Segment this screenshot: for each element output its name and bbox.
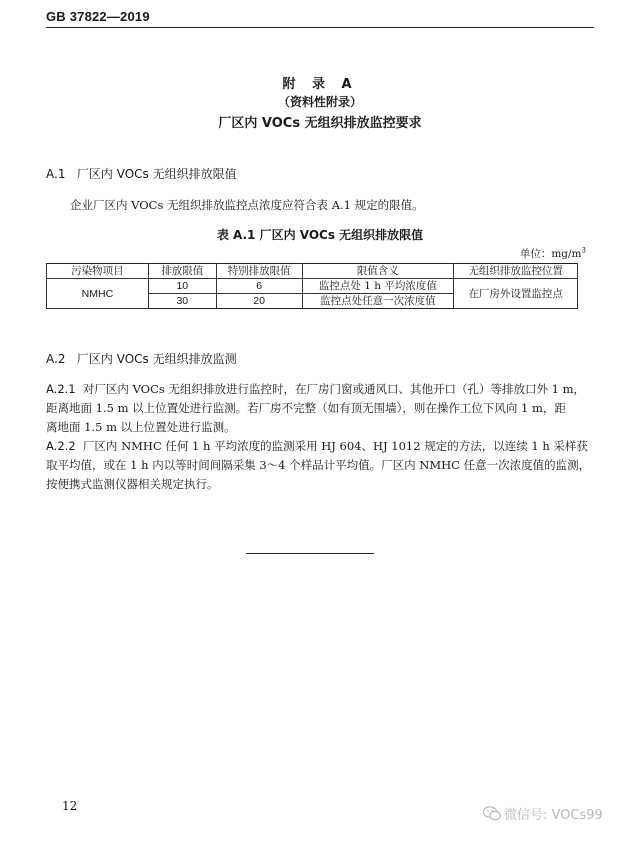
clause-a22-line — [46, 437, 594, 456]
table-a1-title: 表 A.1 厂区内 VOCs 无组织排放限值 — [216, 228, 424, 242]
section-a1-title: 厂区内 VOCs 无组织排放限值 — [76, 167, 237, 181]
limit-cell: 30 — [148, 294, 216, 309]
col-header-location: 无组织排放监控位置 — [454, 264, 578, 279]
clause-a21-line: 距离地面 1.5 m 以上位置处进行监测。若厂房不完整（如有顶无围墙），则在操作工位下风向 1 m，距 — [46, 401, 566, 415]
special-limit-cell: 6 — [216, 279, 302, 294]
section-a1-number: A.1 — [46, 167, 66, 181]
unit-text: 单位：mg/m — [519, 248, 582, 260]
meaning-cell: 监控点处 1 h 平均浓度值 — [302, 279, 454, 294]
unit-exponent: 3 — [581, 246, 586, 255]
end-of-document-line — [246, 553, 374, 554]
wechat-icon — [483, 806, 501, 825]
col-header-special-limit: 特别排放限值 — [216, 264, 302, 279]
section-a2-title: 厂区内 VOCs 无组织排放监测 — [76, 352, 237, 366]
clause-a22-line: 取平均值，或在 1 h 内以等时间间隔采集 3～4 个样品计平均值。厂区内 NMHC 任意一次浓度值的监测， — [46, 458, 591, 472]
special-limit-cell: 20 — [216, 294, 302, 309]
clause-a21-text: 对厂区内 VOCs 无组织排放进行监控时，在厂房门窗或通风口、其他开口（孔）等排放口外 1 m， — [82, 382, 585, 396]
clause-a21 — [46, 380, 594, 437]
limit-cell: 10 — [148, 279, 216, 294]
clause-a22 — [46, 437, 594, 494]
clause-a21-number: A.2.1 — [46, 382, 76, 396]
table-header-row — [47, 264, 578, 279]
col-header-pollutant: 污染物项目 — [47, 264, 149, 279]
pollutant-cell: NMHC — [47, 279, 149, 309]
clause-a21-line — [46, 380, 594, 399]
section-a1-heading — [46, 165, 237, 182]
clause-a22-text: 厂区内 NMHC 任何 1 h 平均浓度的监测采用 HJ 604、HJ 1012 规定的方法，以连续 1 h 采样获 — [82, 439, 588, 453]
watermark-text: 微信号: VOCs99 — [504, 808, 603, 823]
appendix-title: 附 录 A — [282, 77, 358, 92]
location-cell: 在厂房外设置监控点 — [454, 279, 578, 309]
clause-a22-line: 按便携式监测仪器相关规定执行。 — [46, 477, 219, 491]
page-number: 12 — [62, 799, 78, 813]
section-a2-heading — [46, 350, 237, 367]
section-a1-paragraph: 企业厂区内 VOCs 无组织排放监控点浓度应符合表 A.1 规定的限值。 — [70, 198, 424, 212]
clause-a22-number: A.2.2 — [46, 439, 76, 453]
standard-code: GB 37822—2019 — [46, 9, 150, 24]
table-row — [47, 279, 578, 294]
limits-table — [46, 263, 578, 309]
header-divider — [46, 27, 594, 28]
col-header-limit: 排放限值 — [148, 264, 216, 279]
table-unit — [520, 246, 586, 261]
appendix-heading: 厂区内 VOCs 无组织排放监控要求 — [218, 116, 422, 131]
appendix-subtitle: （资料性附录） — [277, 95, 362, 109]
section-a2-number: A.2 — [46, 352, 66, 366]
clause-a21-line: 离地面 1.5 m 以上位置处进行监测。 — [46, 420, 236, 434]
watermark — [483, 804, 603, 825]
meaning-cell: 监控点处任意一次浓度值 — [302, 294, 454, 309]
col-header-meaning: 限值含义 — [302, 264, 454, 279]
